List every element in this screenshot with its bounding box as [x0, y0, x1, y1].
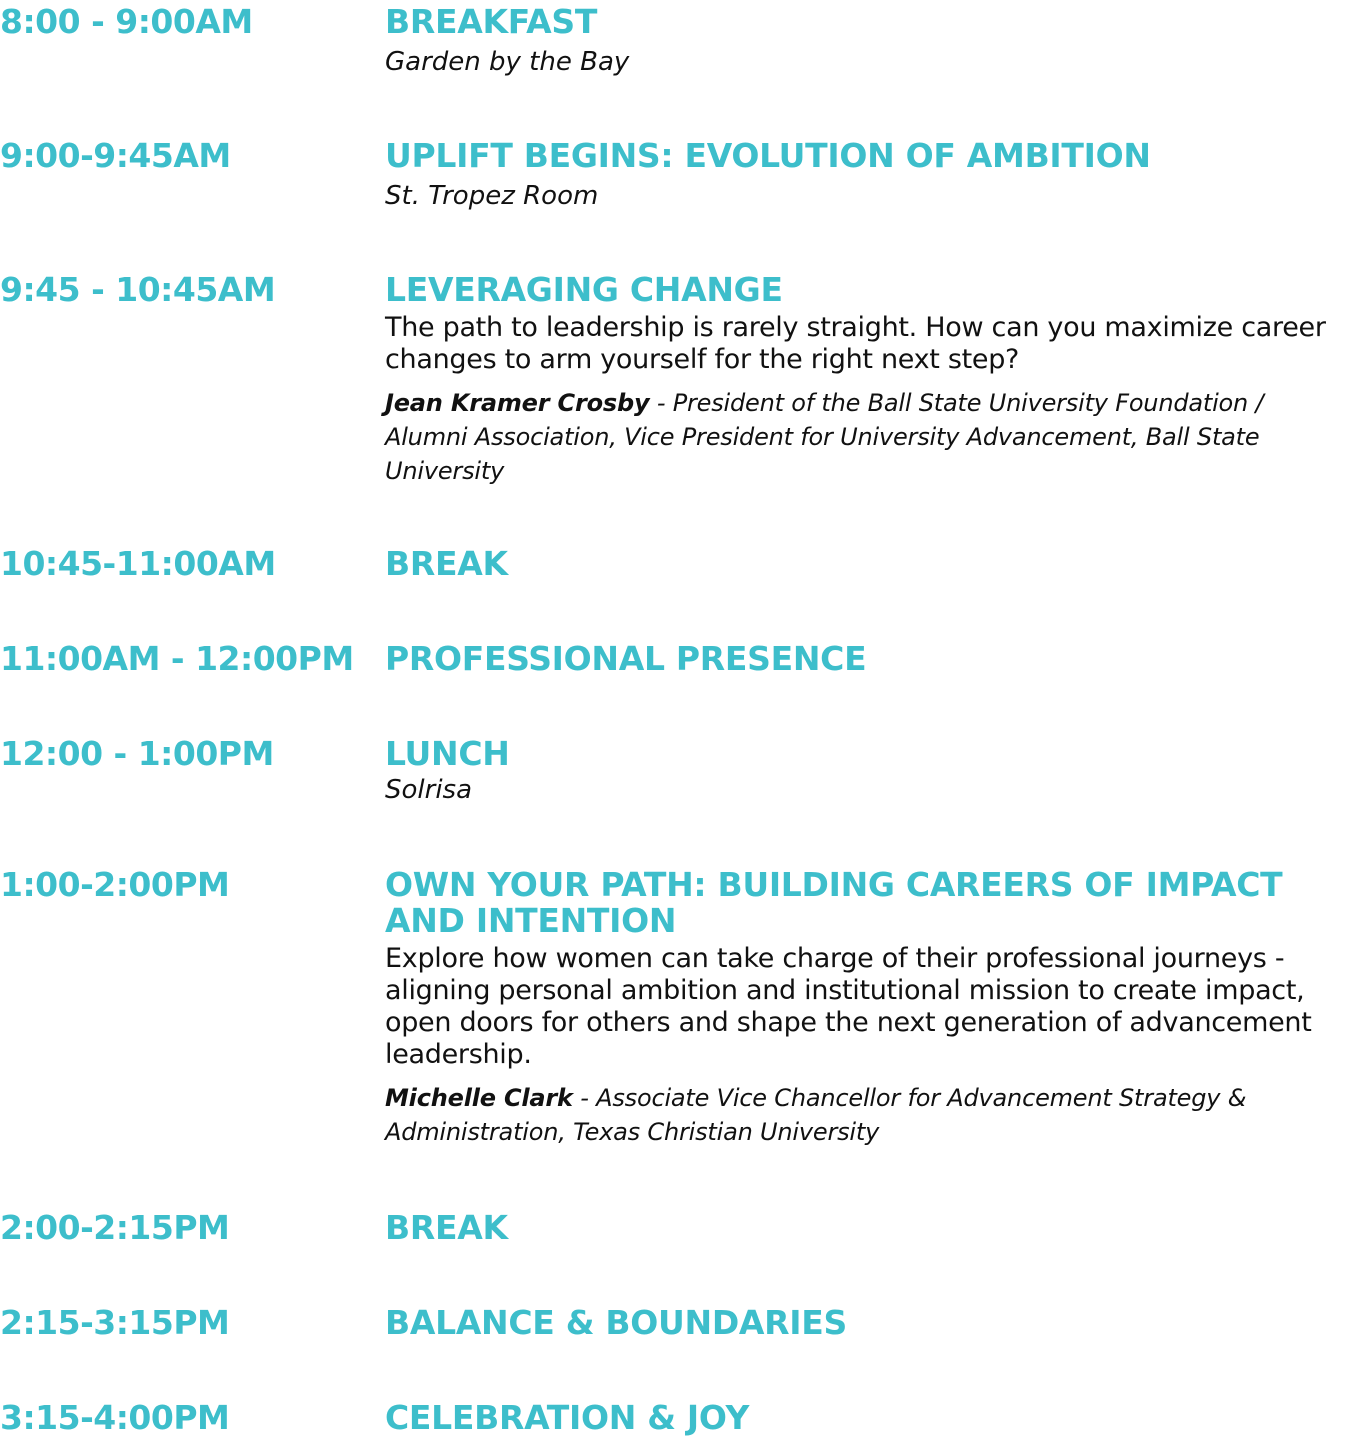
- session-content: [385, 546, 1350, 582]
- session-time: 9:45 - 10:45AM: [0, 270, 276, 309]
- session-location: Solrisa: [385, 775, 473, 805]
- session-location: Garden by the Bay: [385, 47, 630, 77]
- session-speaker: [385, 1081, 1350, 1149]
- session-time: 8:00 - 9:00AM: [0, 2, 253, 41]
- session-content: [385, 1400, 1350, 1436]
- session-content: [385, 867, 1350, 1149]
- session-description: Explore how women can take charge of their professional journeys - aligning personal ambition and institutional mission to create impact, open doors for others and shape the next generation of advancement leadership.: [385, 943, 1312, 1070]
- session-speaker: [385, 386, 1350, 488]
- session-title: LUNCH: [385, 734, 510, 773]
- session-time: 3:15-4:00PM: [0, 1398, 230, 1437]
- speaker-name: Jean Kramer Crosby: [385, 389, 650, 417]
- session-title: CELEBRATION & JOY: [385, 1398, 750, 1437]
- session-time: 12:00 - 1:00PM: [0, 734, 274, 773]
- session-time: 11:00AM - 12:00PM: [0, 639, 354, 678]
- session-content: [385, 272, 1350, 488]
- session-description: The path to leadership is rarely straight. How can you maximize career changes to arm yourself for the right next step?: [385, 312, 1326, 375]
- session-location: St. Tropez Room: [385, 181, 599, 211]
- session-title: OWN YOUR PATH: BUILDING CAREERS OF IMPACT AND INTENTION: [385, 865, 1283, 940]
- speaker-name: Michelle Clark: [385, 1084, 573, 1112]
- session-content: [385, 4, 1350, 78]
- speaker-role: - President of the Ball State University Foundation / Alumni Association, Vice President for University Advancement, Ball State University: [385, 389, 1264, 485]
- session-time: 2:00-2:15PM: [0, 1208, 230, 1247]
- session-content: [385, 736, 1350, 806]
- session-title: PROFESSIONAL PRESENCE: [385, 639, 867, 678]
- session-time: 1:00-2:00PM: [0, 865, 230, 904]
- session-content: [385, 1305, 1350, 1341]
- session-title: LEVERAGING CHANGE: [385, 270, 783, 309]
- session-content: [385, 641, 1350, 677]
- speaker-role: - Associate Vice Chancellor for Advancement Strategy & Administration, Texas Christian University: [385, 1084, 1247, 1146]
- session-time: 2:15-3:15PM: [0, 1303, 230, 1342]
- session-content: [385, 138, 1350, 212]
- session-title: UPLIFT BEGINS: EVOLUTION OF AMBITION: [385, 136, 1151, 175]
- session-content: [385, 1210, 1350, 1246]
- session-title: BREAK: [385, 1208, 508, 1247]
- session-time: 9:00-9:45AM: [0, 136, 231, 175]
- session-time: 10:45-11:00AM: [0, 544, 276, 583]
- session-title: BALANCE & BOUNDARIES: [385, 1303, 847, 1342]
- session-title: BREAK: [385, 544, 508, 583]
- session-title: BREAKFAST: [385, 2, 598, 41]
